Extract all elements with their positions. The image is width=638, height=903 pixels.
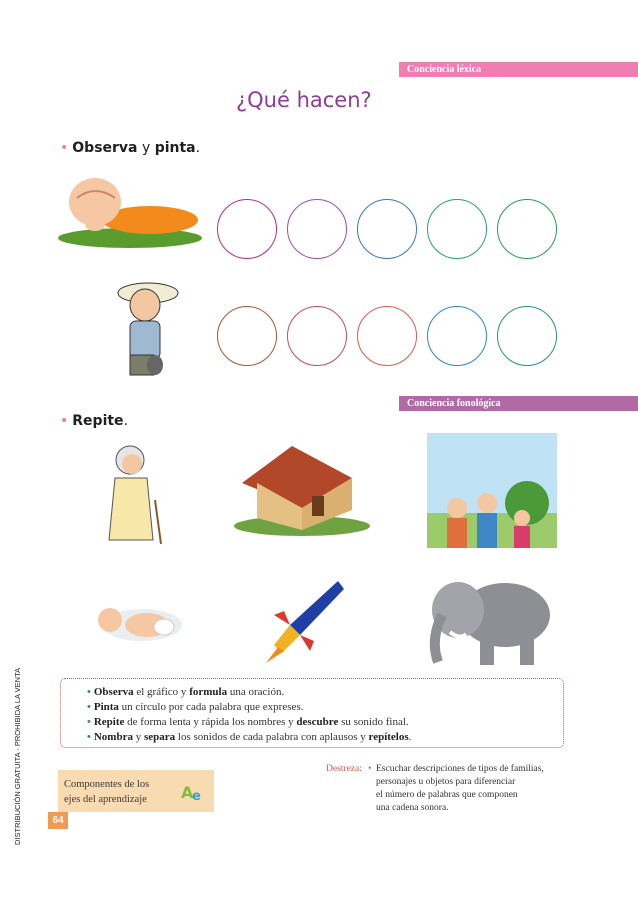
bullet-icon: • <box>87 701 91 713</box>
paint-circle[interactable] <box>217 199 277 259</box>
destreza-line: personajes u objetos para diferenciar <box>376 777 516 787</box>
note-keyword: descubre <box>296 716 339 728</box>
instruction-word-pinta: pinta <box>154 140 196 156</box>
note-text: los sonidos de cada palabra con aplausos y <box>175 731 369 743</box>
paint-circle[interactable] <box>357 306 417 366</box>
note-line <box>87 686 284 698</box>
note-keyword: Nombra <box>93 731 133 743</box>
instruction-connector: y <box>137 140 155 156</box>
note-keyword: formula <box>189 686 228 698</box>
instruction-word-observa: Observa <box>72 140 138 156</box>
note-keyword: repítelos <box>368 731 409 743</box>
section-tag-lexica: Conciencia léxica <box>399 62 638 77</box>
section-tag-fonologica: Conciencia fonológica <box>399 396 638 411</box>
note-keyword: separa <box>143 731 176 743</box>
old-woman-walking-picture <box>95 440 175 545</box>
abc-logo-icon <box>180 778 208 804</box>
bullet-icon: • <box>368 764 372 774</box>
elephant-picture <box>420 570 555 670</box>
paint-circle[interactable] <box>357 199 417 259</box>
destreza-label: Destreza: <box>326 764 362 774</box>
note-text: y <box>132 731 144 743</box>
bullet-icon: • <box>87 716 91 728</box>
instruction-observa <box>60 140 200 156</box>
paint-circle[interactable] <box>287 306 347 366</box>
bullet-icon: • <box>87 731 91 743</box>
instruction-repite <box>60 413 128 429</box>
bullet-icon: • <box>60 413 69 429</box>
paint-circle[interactable] <box>427 306 487 366</box>
instruction-word-repite: Repite <box>72 413 124 429</box>
paint-circle[interactable] <box>497 199 557 259</box>
paint-circle[interactable] <box>217 306 277 366</box>
note-text: una oración. <box>227 686 285 698</box>
house-picture <box>232 438 372 538</box>
paint-circle[interactable] <box>427 199 487 259</box>
note-keyword: Repite <box>93 716 125 728</box>
paint-circle[interactable] <box>497 306 557 366</box>
instruction-period: . <box>123 413 129 429</box>
instruction-period: . <box>195 140 201 156</box>
note-line <box>87 731 411 743</box>
note-text: de forma lenta y rápida los nombres y <box>124 716 297 728</box>
note-line <box>87 716 409 728</box>
componentes-box <box>58 770 214 812</box>
destreza-line: el número de palabras que componen <box>376 790 518 800</box>
note-text: . <box>408 731 412 743</box>
paint-circle[interactable] <box>287 199 347 259</box>
baby-lying-picture <box>92 595 192 650</box>
note-keyword: Pinta <box>93 701 119 713</box>
destreza-line: Escuchar descripciones de tipos de familias, <box>376 764 544 774</box>
svg-text:e: e <box>192 789 201 804</box>
bullet-icon: • <box>60 140 69 156</box>
page-number: 64 <box>48 812 68 829</box>
note-keyword: Observa <box>93 686 134 698</box>
baby-sleeping-picture <box>55 170 205 250</box>
page-title: ¿Qué hacen? <box>236 88 372 112</box>
componentes-line: Componentes de los <box>64 779 150 790</box>
note-text: su sonido final. <box>338 716 409 728</box>
bullet-icon: • <box>87 686 91 698</box>
destreza-line: una cadena sonora. <box>376 803 449 813</box>
note-text: el gráfico y <box>133 686 190 698</box>
rocket-picture <box>260 575 345 665</box>
note-text: un círculo por cada palabra que expreses. <box>118 701 304 713</box>
note-line <box>87 701 303 713</box>
family-outdoors-picture <box>427 433 557 548</box>
side-distribution-text: DISTRIBUCIÓN GRATUITA · PROHIBIDA LA VENTA <box>13 667 22 845</box>
old-man-gardening-picture <box>100 275 190 385</box>
svg-text:A: A <box>181 783 194 802</box>
componentes-line: ejes del aprendizaje <box>64 794 147 805</box>
